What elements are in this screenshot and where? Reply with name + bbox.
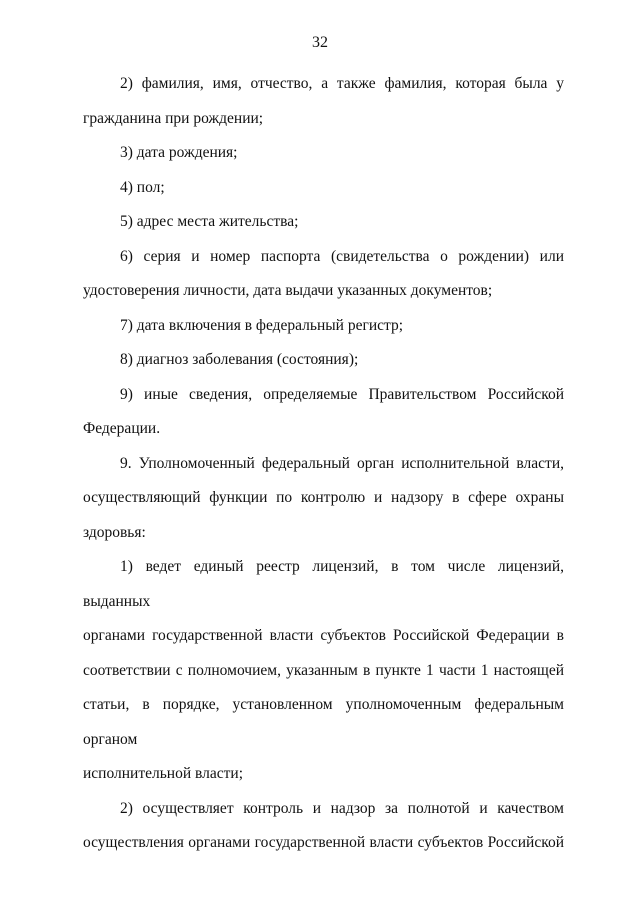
list-item-other-info — [83, 378, 564, 447]
text-line: 2) осуществляет контроль и надзор за полнотой и качеством — [120, 799, 564, 817]
text-line: Федерации. — [83, 420, 161, 437]
text-line: органами государственной власти субъектов Российской Федерации в — [83, 627, 564, 644]
text-line: 4) пол; — [120, 178, 165, 196]
text-line: 7) дата включения в федеральный регистр; — [120, 316, 404, 334]
text-line: 5) адрес места жительства; — [120, 213, 299, 230]
list-item-register-date — [83, 309, 564, 344]
text-line: 8) диагноз заболевания (состояния); — [120, 351, 359, 368]
text-line: гражданина при рождении; — [83, 109, 264, 127]
page-number: 32 — [312, 34, 328, 51]
list-item-sex — [83, 171, 564, 206]
text-line: осуществления органами государственной власти субъектов Российской — [83, 834, 564, 851]
text-line: удостоверения личности, дата выдачи указанных документов; — [83, 282, 493, 299]
list-item-birth-date — [83, 136, 564, 171]
text-line: 2) фамилия, имя, отчество, а также фамилия, которая была у — [120, 75, 564, 92]
document-body — [83, 67, 564, 861]
text-line: статьи, в порядке, установленном уполномоченным федеральным органом — [83, 696, 564, 748]
clause-9-item-2 — [83, 792, 564, 861]
text-line: 3) дата рождения; — [120, 144, 238, 161]
list-item-address — [83, 205, 564, 240]
text-line: осуществляющий функции по контролю и надзору в сфере охраны — [83, 489, 564, 506]
list-item-surname — [83, 67, 564, 136]
clause-9 — [83, 447, 564, 551]
list-item-passport — [83, 240, 564, 309]
text-line: здоровья: — [83, 523, 146, 541]
text-line: 1) ведет единый реестр лицензий, в том числе лицензий, выданных — [83, 558, 564, 610]
clause-9-item-1 — [83, 550, 564, 792]
list-item-diagnosis — [83, 343, 564, 378]
text-line: исполнительной власти; — [83, 765, 243, 782]
text-line: 9) иные сведения, определяемые Правительством Российской — [120, 385, 564, 403]
text-line: 9. Уполномоченный федеральный орган исполнительной власти, — [120, 454, 564, 472]
text-line: соответствии с полномочием, указанным в пункте 1 части 1 настоящей — [83, 661, 564, 679]
text-line: 6) серия и номер паспорта (свидетельства о рождении) или — [120, 247, 564, 265]
